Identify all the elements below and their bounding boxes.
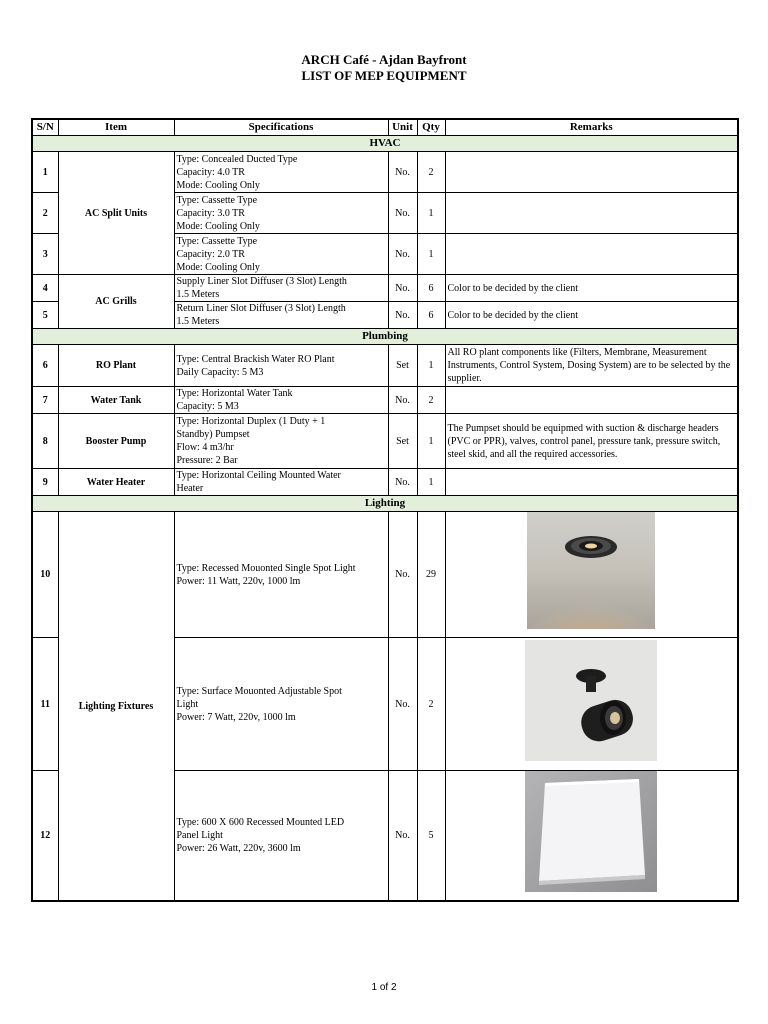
row-sn: 11 [32,638,58,771]
row-sn: 9 [32,469,58,496]
row-remarks-photo [445,512,738,638]
row-unit: No. [388,193,417,234]
led-panel-light-photo [525,771,657,896]
row-sn: 12 [32,771,58,902]
row-qty: 1 [417,469,445,496]
group-ro-plant: RO Plant [58,345,174,387]
table-row [32,152,738,193]
row-remarks: Color to be decided by the client [445,275,738,302]
row-remarks: Color to be decided by the client [445,302,738,329]
row-sn: 6 [32,345,58,387]
col-header-specifications: Specifications [174,119,388,136]
col-header-item: Item [58,119,174,136]
spec-line: Panel Light [176,830,223,841]
row-unit: Set [388,345,417,387]
row-remarks [445,193,738,234]
table-row [32,345,738,387]
row-specifications [174,387,388,414]
row-unit: Set [388,414,417,469]
row-specifications [174,345,388,387]
row-unit: No. [388,152,417,193]
section-label-plumbing: Plumbing [32,329,738,345]
document-title: ARCH Café - Ajdan Bayfront [301,52,467,67]
row-qty: 2 [417,152,445,193]
row-unit: No. [388,234,417,275]
spec-line: Mode: Cooling Only [176,261,260,273]
table-row [32,387,738,414]
group-lighting-fixtures: Lighting Fixtures [58,512,174,902]
group-water-tank: Water Tank [58,387,174,414]
spec-line: Type: Cassette Type [176,235,258,247]
spec-line: Pressure: 2 Bar [176,455,238,466]
col-header-unit: Unit [388,119,417,136]
document-subtitle: LIST OF MEP EQUIPMENT [301,68,467,83]
row-remarks: The Pumpset should be equipmed with suction & discharge headers (PVC or PPR), valves, control panel, pressure tank, pressure switch, steel skid, and all the required accessories. [445,414,738,469]
col-header-remarks: Remarks [445,119,738,136]
row-qty: 29 [417,512,445,638]
section-label-hvac: HVAC [32,136,738,152]
section-row-lighting [32,496,738,512]
spec-line: Power: 11 Watt, 220v, 1000 lm [176,575,301,587]
row-specifications [174,414,388,469]
row-qty: 1 [417,193,445,234]
spec-line: Type: 600 X 600 Recessed Mounted LED [176,817,345,828]
row-qty: 6 [417,302,445,329]
row-specifications [174,302,388,329]
row-specifications [174,638,388,771]
group-ac-split-units: AC Split Units [58,152,174,275]
row-unit: No. [388,638,417,771]
row-unit: No. [388,469,417,496]
row-specifications [174,193,388,234]
spec-line: Power: 7 Watt, 220v, 1000 lm [176,711,296,723]
row-specifications [174,512,388,638]
row-remarks-photo [445,638,738,771]
spec-line: Capacity: 3.0 TR [176,207,245,219]
spec-line: Type: Cassette Type [176,194,258,206]
group-water-heater: Water Heater [58,469,174,496]
spec-line: Type: Horizontal Water Tank [176,388,293,399]
spec-line: Return Liner Slot Diffuser (3 Slot) Length [176,303,346,314]
spec-line: Type: Surface Mouonted Adjustable Spot [176,685,342,697]
row-remarks: All RO plant components like (Filters, Membrane, Measurement Instruments, Control System, Dosing System) are to be selected by the supplier. [445,345,738,387]
spec-line: Power: 26 Watt, 220v, 3600 lm [176,843,301,854]
row-sn: 2 [32,193,58,234]
spec-line: Capacity: 4.0 TR [176,166,245,178]
row-remarks [445,469,738,496]
spec-line: 1.5 Meters [176,289,220,300]
spec-line: Mode: Cooling Only [176,179,260,191]
row-sn: 3 [32,234,58,275]
group-ac-grills: AC Grills [58,275,174,329]
row-sn: 7 [32,387,58,414]
row-specifications [174,469,388,496]
spec-line: Mode: Cooling Only [176,220,260,232]
spec-line: Supply Liner Slot Diffuser (3 Slot) Length [176,276,347,287]
row-unit: No. [388,275,417,302]
spec-line: Daily Capacity: 5 M3 [176,366,264,378]
table-header-row [32,119,738,136]
row-qty: 5 [417,771,445,902]
row-remarks [445,387,738,414]
group-booster-pump: Booster Pump [58,414,174,469]
spec-line: Type: Concealed Ducted Type [176,153,298,165]
row-unit: No. [388,302,417,329]
row-unit: No. [388,387,417,414]
table-row [32,414,738,469]
section-row-plumbing [32,329,738,345]
row-sn: 1 [32,152,58,193]
table-row [32,512,738,638]
row-unit: No. [388,512,417,638]
row-sn: 4 [32,275,58,302]
row-qty: 1 [417,414,445,469]
row-remarks [445,152,738,193]
spec-line: Standby) Pumpset [176,429,250,440]
page-number: 1 of 2 [371,982,397,993]
table-row [32,469,738,496]
col-header-sn: S/N [32,119,58,136]
row-remarks [445,234,738,275]
section-row-hvac [32,136,738,152]
col-header-qty: Qty [417,119,445,136]
row-specifications [174,152,388,193]
spec-line: Type: Recessed Mouonted Single Spot Light [176,562,356,574]
row-remarks-photo [445,771,738,902]
spec-line: 1.5 Meters [176,316,220,327]
row-specifications [174,771,388,902]
row-qty: 6 [417,275,445,302]
spec-line: Type: Central Brackish Water RO Plant [176,353,335,365]
recessed-spot-light-photo [527,512,655,633]
row-sn: 10 [32,512,58,638]
row-sn: 5 [32,302,58,329]
equipment-table [31,118,739,902]
spec-line: Capacity: 2.0 TR [176,248,245,260]
spec-line: Type: Horizontal Ceiling Mounted Water [176,470,341,481]
row-specifications [174,275,388,302]
section-label-lighting: Lighting [32,496,738,512]
row-qty: 1 [417,345,445,387]
spec-line: Light [176,698,199,710]
adjustable-spot-light-photo [525,640,657,765]
spec-line: Heater [176,483,204,494]
spec-line: Type: Horizontal Duplex (1 Duty + 1 [176,416,326,427]
row-qty: 1 [417,234,445,275]
row-sn: 8 [32,414,58,469]
spec-line: Capacity: 5 M3 [176,401,239,412]
spec-line: Flow: 4 m3/hr [176,442,234,453]
row-unit: No. [388,771,417,902]
row-specifications [174,234,388,275]
table-row [32,275,738,302]
row-qty: 2 [417,387,445,414]
row-qty: 2 [417,638,445,771]
